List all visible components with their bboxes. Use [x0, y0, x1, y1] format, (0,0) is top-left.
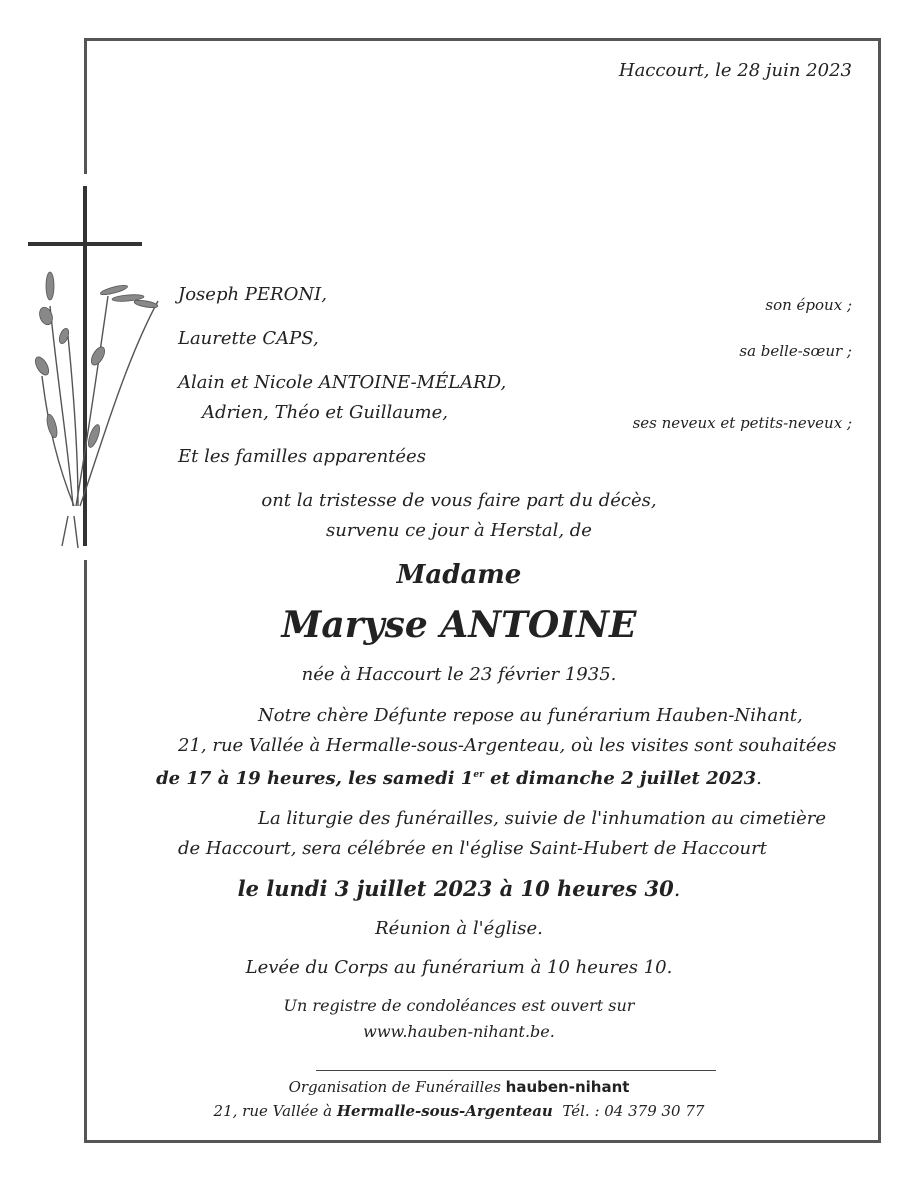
visitation-hours-part1: de 17 à 19 heures, les samedi 1 [156, 768, 474, 789]
funeral-datetime [0, 876, 918, 901]
funeral-datetime-end: . [673, 877, 681, 901]
funeral-datetime-text: le lundi 3 juillet 2023 à 10 heures 30 [237, 876, 674, 901]
footer-brand-logo: hauben-nihant [505, 1078, 630, 1096]
visitation-line: Notre chère Défunte repose au funérarium Hauben-Nihant, [258, 705, 803, 726]
visitation-hours [0, 768, 918, 789]
footer-org-label: Organisation de Funérailles [288, 1078, 506, 1096]
announcement-line: ont la tristesse de vous faire part du décès, [261, 490, 657, 511]
footer-phone: Tél. : 04 379 30 77 [562, 1102, 705, 1120]
registry-url[interactable]: www.hauben-nihant.be. [363, 1022, 555, 1041]
family-member-name: Laurette CAPS, [178, 328, 319, 349]
footer-address-city: Hermalle-sous-Argenteau [336, 1102, 553, 1120]
family-member-relation: son époux ; [765, 296, 852, 314]
family-member-name: Joseph PERONI, [178, 284, 327, 305]
visitation-line: 21, rue Vallée à Hermalle-sous-Argenteau, où les visites sont souhaitées [178, 735, 837, 756]
levee-info: Levée du Corps au funérarium à 10 heures 10. [245, 957, 673, 978]
family-member-name: Alain et Nicole ANTOINE-MÉLARD, [178, 372, 507, 393]
frame-left-border-lower [84, 560, 87, 1143]
registry-line: Un registre de condoléances est ouvert sur [283, 996, 635, 1015]
visitation-hours-end: . [756, 768, 762, 789]
deceased-birth: née à Haccourt le 23 février 1935. [301, 664, 617, 685]
visitation-hours-superscript: er [473, 770, 484, 780]
deceased-name: Maryse ANTOINE [281, 604, 637, 646]
footer-organisation [0, 1078, 918, 1096]
funeral-line: de Haccourt, sera célébrée en l'église Saint-Hubert de Haccourt [178, 838, 767, 859]
announcement-line: survenu ce jour à Herstal, de [326, 520, 592, 541]
frame-bottom-border [84, 1140, 881, 1143]
family-member-name: Et les familles apparentées [178, 446, 426, 467]
footer-separator [316, 1070, 716, 1071]
family-member-relation: ses neveux et petits-neveux ; [632, 414, 852, 432]
frame-left-border-upper [84, 38, 87, 174]
visitation-hours-part2: et dimanche 2 juillet 2023 [483, 768, 757, 789]
meeting-info: Réunion à l'église. [375, 918, 543, 939]
funeral-line: La liturgie des funérailles, suivie de l'inhumation au cimetière [258, 808, 827, 829]
frame-top-border [84, 38, 881, 41]
family-member-subname: Adrien, Théo et Guillaume, [202, 402, 448, 423]
footer-address [0, 1102, 918, 1120]
family-member-relation: sa belle-sœur ; [739, 342, 852, 360]
place-and-date: Haccourt, le 28 juin 2023 [618, 60, 852, 81]
footer-address-prefix: 21, rue Vallée à [213, 1102, 337, 1120]
deceased-title: Madame [396, 560, 522, 590]
